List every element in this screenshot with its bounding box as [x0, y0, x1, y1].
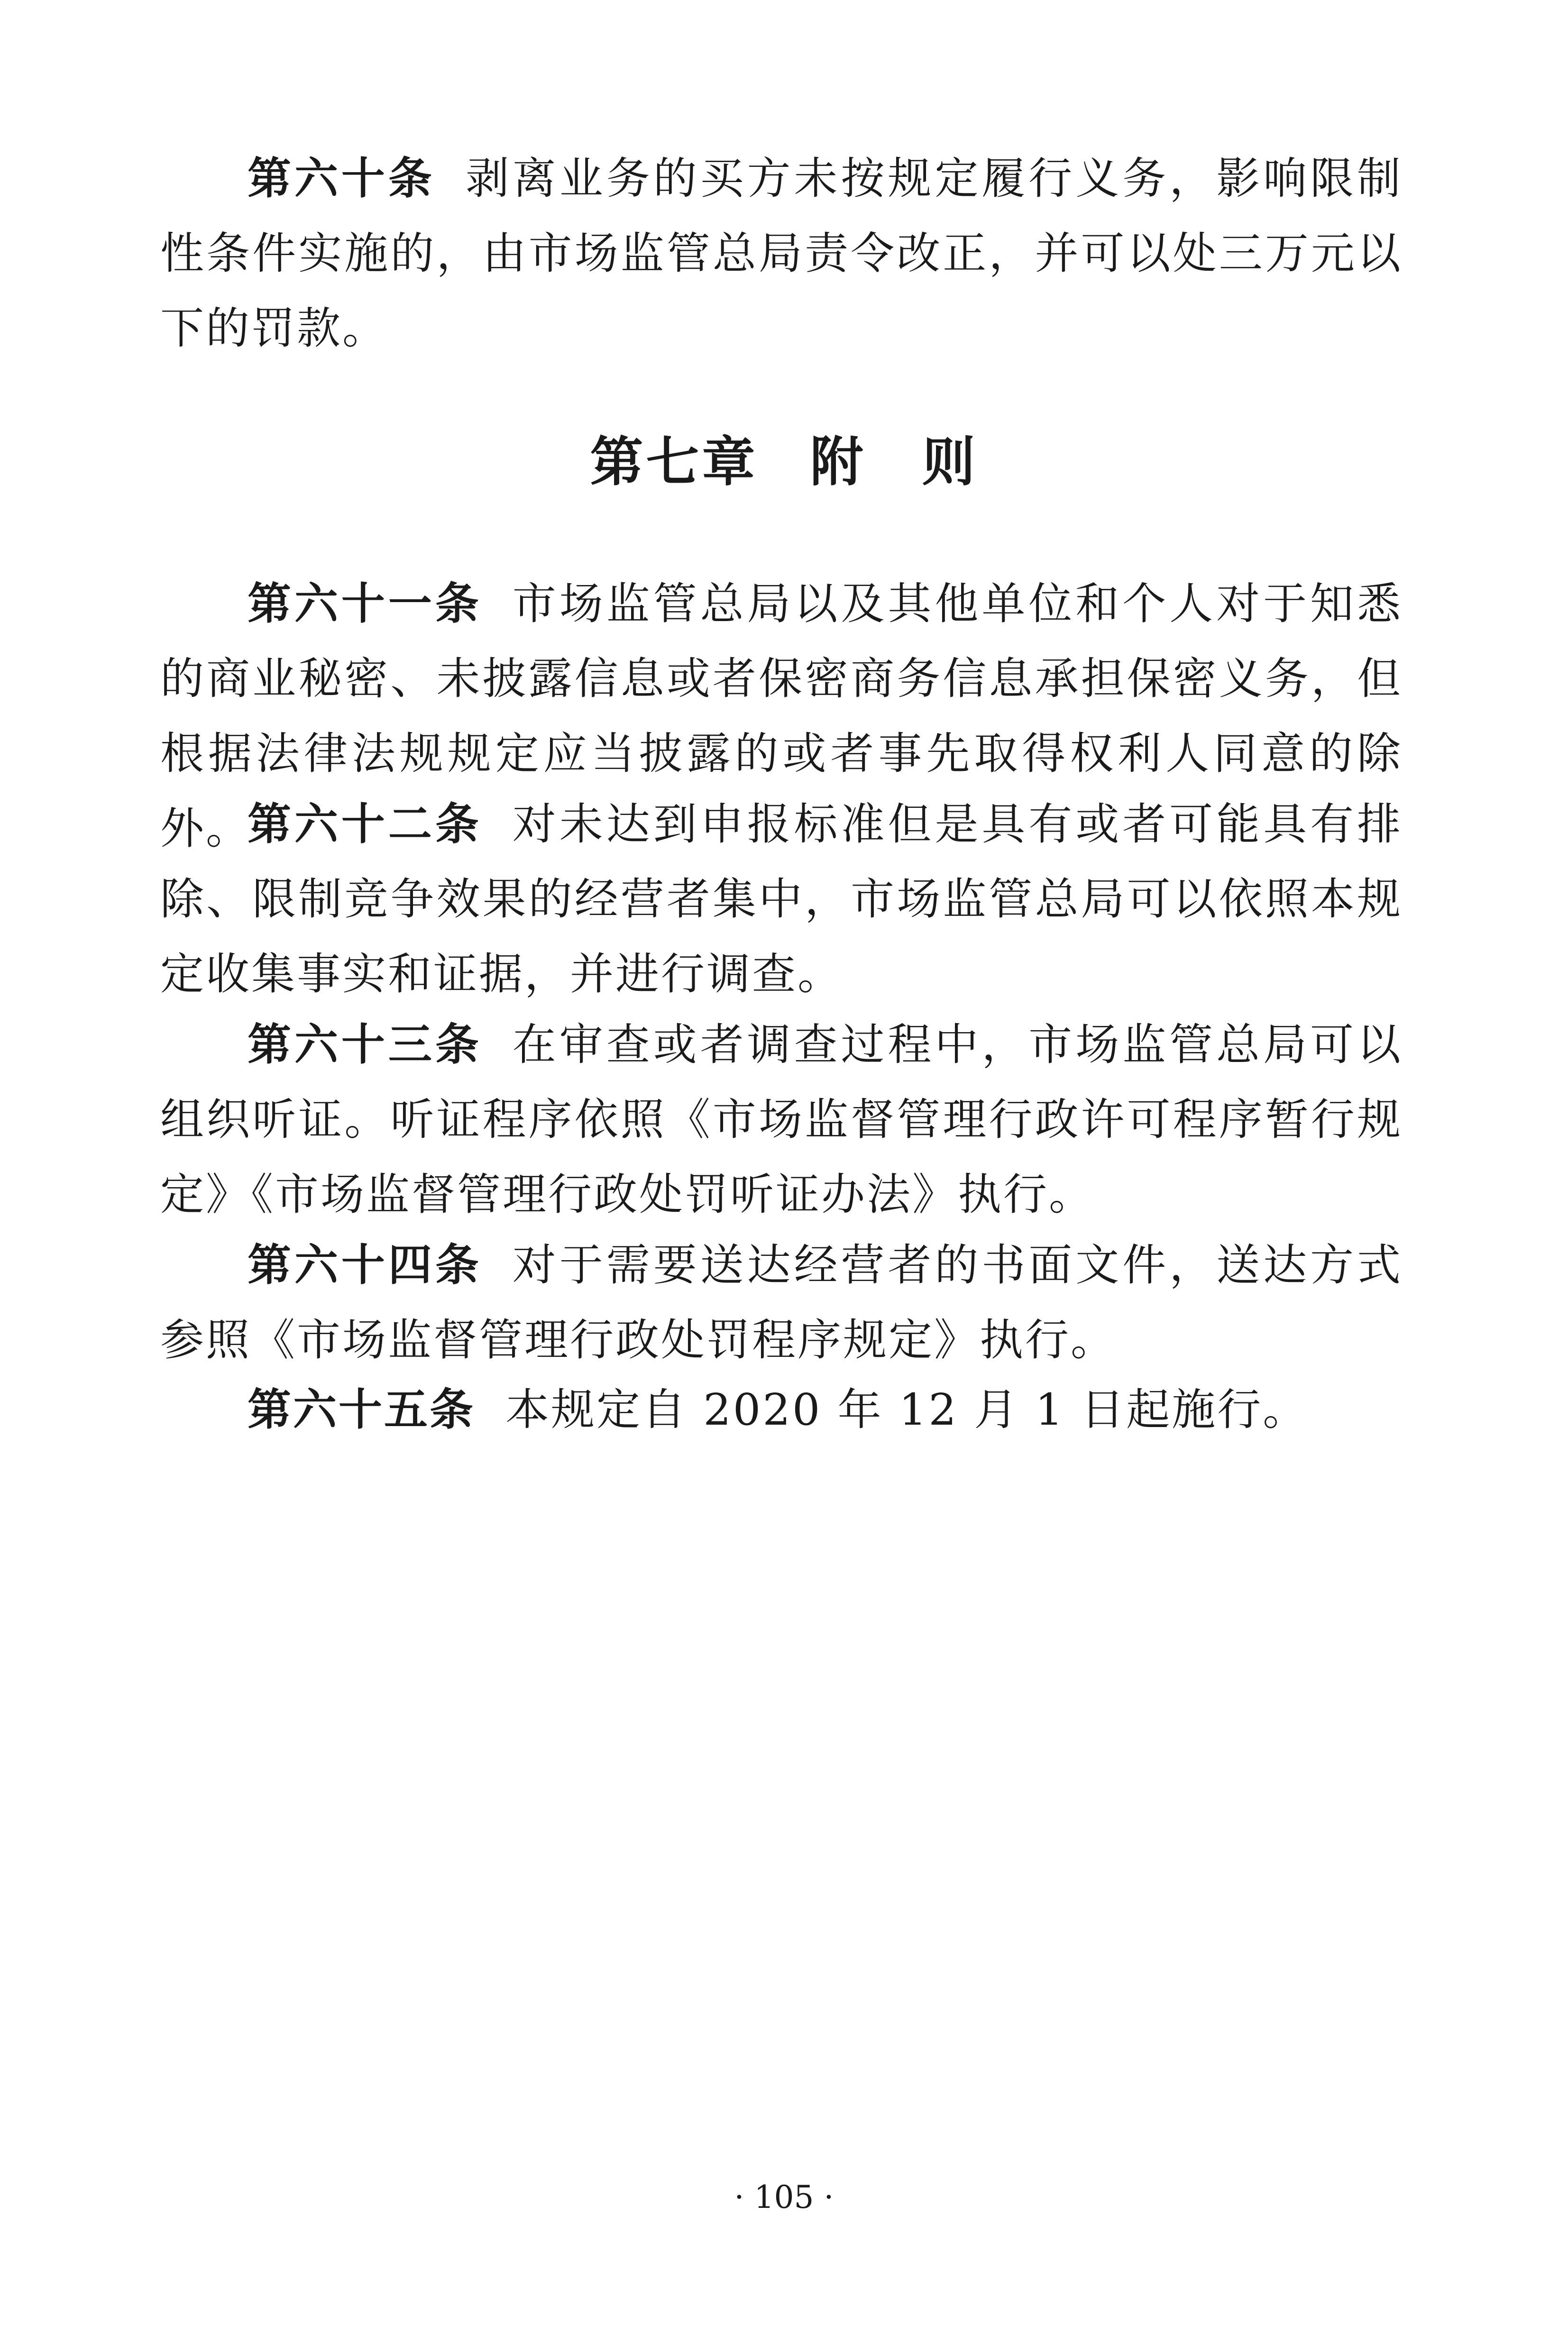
article-number: 第六十条: [248, 153, 435, 204]
article-number: 第六十四条: [248, 1240, 482, 1290]
article-number: 第六十二条: [248, 799, 482, 850]
article-63: [160, 1007, 1403, 1232]
article-text: 对于需要送达经营者的书面文件，送达方式参照《市场监督管理行政处罚程序规定》执行。: [160, 1240, 1403, 1365]
page-number: · 105 ·: [734, 2179, 834, 2215]
article-number: 第六十五条: [248, 1384, 476, 1435]
article-text: 市场监管总局以及其他单位和个人对于知悉的商业秘密、未披露信息或者保密商务信息承担保密义务，但根据法律法规规定应当披露的或者事先取得权利人同意的除外。: [160, 578, 1403, 854]
article-62: [160, 787, 1403, 1012]
article-64: [160, 1228, 1403, 1378]
article-text: 在审查或者调查过程中，市场监管总局可以组织听证。听证程序依照《市场监督管理行政许可程序暂行规定》《市场监督管理行政处罚听证办法》执行。: [160, 1019, 1403, 1220]
article-text: 对未达到申报标准但是具有或者可能具有排除、限制竞争效果的经营者集中，市场监管总局可以依照本规定收集事实和证据，并进行调查。: [160, 799, 1403, 999]
chapter-name: 附 则: [810, 431, 978, 493]
chapter-heading: [0, 429, 1568, 495]
article-65: [160, 1373, 1403, 1447]
article-number: 第六十三条: [248, 1019, 482, 1070]
article-60: [160, 141, 1403, 366]
article-text: 剥离业务的买方未按规定履行义务，影响限制性条件实施的，由市场监管总局责令改正，并可以处三万元以下的罚款。: [160, 153, 1403, 354]
chapter-title: 第七章: [590, 431, 758, 493]
article-number: 第六十一条: [248, 578, 482, 629]
article-text: 本规定自 2020 年 12 月 1 日起施行。: [505, 1384, 1309, 1435]
